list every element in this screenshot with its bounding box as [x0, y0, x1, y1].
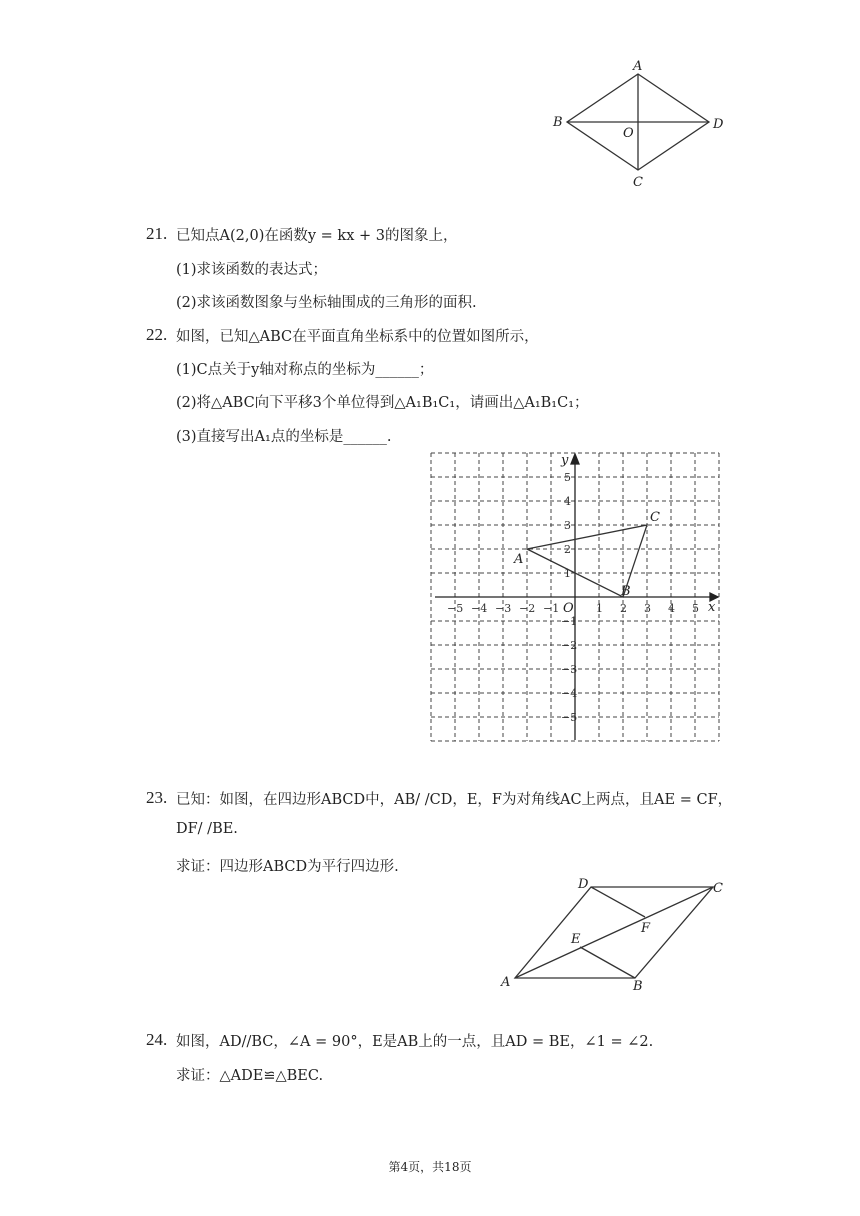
- y-tick-label: −3: [561, 663, 578, 676]
- y-tick-label: 5: [564, 471, 571, 484]
- x-tick-label: 1: [596, 602, 603, 615]
- q22-stem: 如图，已知△ABC在平面直角坐标系中的位置如图所示，: [176, 329, 539, 345]
- q24-line1: 如图，AD//BC，∠A = 90°，E是AB上的一点，且AD = BE，∠1 = ∠2.: [176, 1034, 654, 1050]
- point-label-b: B: [621, 584, 631, 599]
- label-a: A: [501, 975, 511, 990]
- q23-line2: DF/ /BE.: [176, 821, 238, 837]
- q23-number: 23.: [146, 788, 168, 807]
- q22-part2: (2)将△ABC向下平移3个单位得到△A₁B₁C₁，请画出△A₁B₁C₁；: [176, 395, 589, 411]
- x-axis-label: x: [708, 600, 716, 615]
- label-d: D: [578, 877, 589, 892]
- x-tick-label: −2: [519, 602, 536, 615]
- x-tick-label: 3: [644, 602, 651, 615]
- label-c: C: [633, 175, 643, 190]
- y-tick-label: −2: [561, 639, 578, 652]
- x-tick-label: 5: [692, 602, 699, 615]
- q22-part3: (3)直接写出A₁点的坐标是______.: [176, 429, 392, 445]
- label-b: B: [633, 979, 643, 994]
- q23-line1: 已知：如图，在四边形ABCD中，AB/ /CD，E，F为对角线AC上两点，且AE = CF，: [176, 792, 733, 808]
- label-b: B: [553, 115, 563, 130]
- y-tick-label: −4: [561, 687, 578, 700]
- q21-stem: 已知点A(2,0)在函数y = kx + 3的图象上，: [176, 228, 458, 244]
- y-tick-label: 4: [564, 495, 571, 508]
- y-axis-arrow: [571, 454, 579, 464]
- q21-part1: (1)求该函数的表达式；: [176, 262, 328, 278]
- page-footer: 第4页，共18页: [388, 1160, 472, 1174]
- segment-be: [580, 947, 635, 978]
- segment-df: [591, 887, 645, 917]
- y-axis-label: y: [561, 453, 569, 468]
- x-tick-label: −4: [471, 602, 488, 615]
- label-o: O: [623, 126, 634, 141]
- x-tick-label: −3: [495, 602, 512, 615]
- y-tick-label: 1: [564, 567, 571, 580]
- q21-number: 21.: [146, 224, 168, 243]
- y-tick-label: −1: [561, 615, 578, 628]
- parallelogram-figure: [495, 872, 735, 997]
- y-tick-label: 3: [564, 519, 571, 532]
- q21-part2: (2)求该函数图象与坐标轴围成的三角形的面积.: [176, 295, 477, 311]
- rhombus-figure: [545, 58, 735, 190]
- label-a: A: [633, 59, 643, 74]
- y-tick-label: 2: [564, 543, 571, 556]
- origin-label: O: [563, 601, 574, 616]
- label-e: E: [571, 932, 581, 947]
- diagonal-ac: [515, 887, 713, 978]
- label-c: C: [713, 881, 723, 896]
- x-tick-label: 2: [620, 602, 627, 615]
- x-tick-label: −1: [543, 602, 560, 615]
- q22-number: 22.: [146, 325, 168, 344]
- q24-line2: 求证：△ADE≌△BEC.: [176, 1068, 324, 1084]
- point-label-c: C: [650, 510, 660, 525]
- coordinate-grid: [430, 450, 730, 745]
- x-tick-label: −5: [447, 602, 464, 615]
- label-f: F: [641, 921, 651, 936]
- point-label-a: A: [514, 552, 524, 567]
- q23-line3: 求证：四边形ABCD为平行四边形.: [176, 859, 399, 875]
- y-tick-label: −5: [561, 711, 578, 724]
- q22-part1: (1)C点关于y轴对称点的坐标为______；: [176, 362, 434, 378]
- x-tick-label: 4: [668, 602, 675, 615]
- label-d: D: [713, 117, 724, 132]
- q24-number: 24.: [146, 1030, 168, 1049]
